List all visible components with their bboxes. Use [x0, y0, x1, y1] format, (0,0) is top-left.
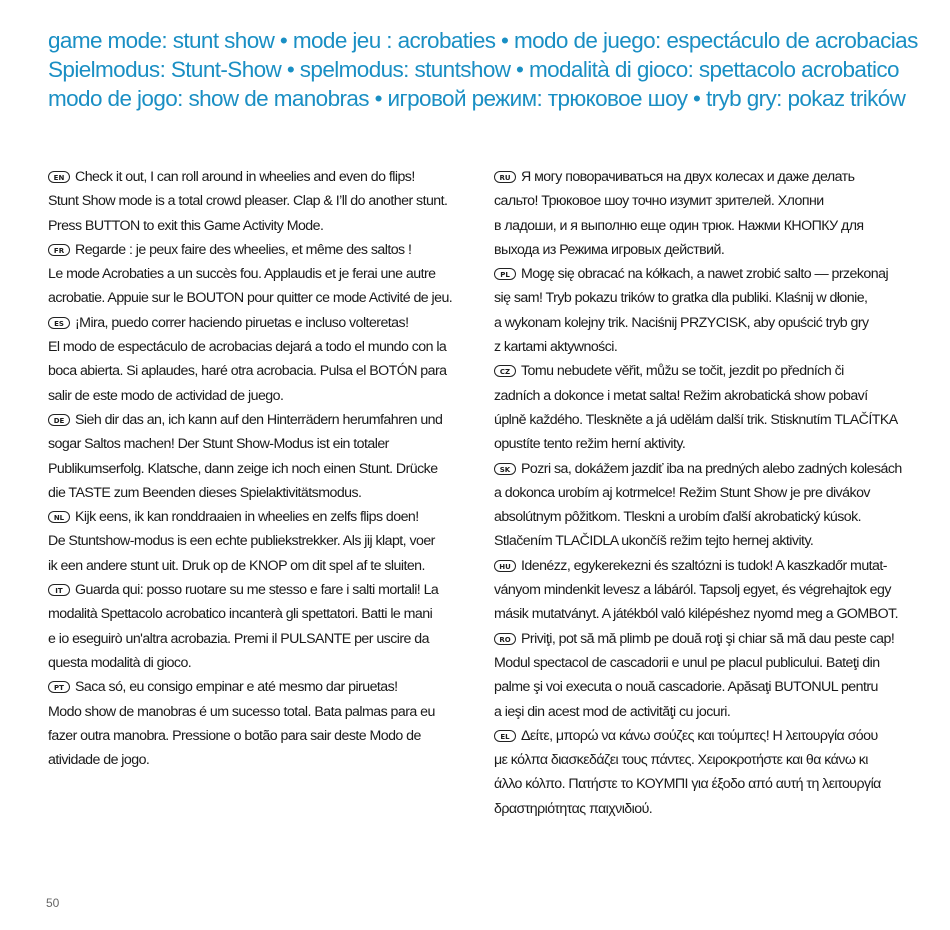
language-badge-icon: CZ — [494, 365, 516, 377]
paragraph-line: Modul spectacol de cascadorii e unul pe placul publicului. Bateţi din — [494, 654, 880, 671]
paragraph-line: Le mode Acrobaties a un succès fou. Applaudis et je ferai une autre — [48, 266, 436, 283]
paragraph-line: die TASTE zum Beenden dieses Spielaktivitätsmodus. — [48, 484, 362, 501]
paragraph-line: Pozri sa, dokážem jazdiť iba na predných alebo zadných kolesách — [521, 460, 902, 477]
language-badge-icon: RO — [494, 633, 516, 645]
paragraph-line: úplně každého. Tleskněte a já udělám další trik. Stisknutím TLAČÍTKA — [494, 411, 898, 428]
paragraph-line: modalità Spettacolo acrobatico incanterà gli spettatori. Batti le mani — [48, 606, 433, 623]
paragraph-line: Regarde : je peux faire des wheelies, et même des saltos ! — [75, 241, 412, 258]
paragraph-line: Mogę się obracać na kółkach, a nawet zrobić salto — przekonaj — [521, 266, 889, 283]
paragraph-line: άλλο κόλπο. Πατήστε το ΚΟΥΜΠΙ για έξοδο από αυτή τη λειτουργία — [494, 776, 881, 793]
paragraph-line: Idenézz, egykerekezni és szaltózni is tudok! A kaszkadőr mutat- — [521, 557, 887, 574]
language-badge-icon: SK — [494, 463, 516, 475]
paragraph-line: się sam! Tryb pokazu trików to gratka dla publiki. Klaśnij w dłonie, — [494, 290, 868, 307]
paragraph-line: Sieh dir das an, ich kann auf den Hinterrädern herumfahren und — [75, 411, 443, 428]
paragraph-line: сальто! Трюковое шоу точно изумит зрителей. Хлопни — [494, 193, 824, 210]
paragraph-line: Publikumserfolg. Klatsche, dann zeige ich noch einen Stunt. Drücke — [48, 460, 438, 477]
language-badge-icon: ES — [48, 317, 70, 329]
page-title — [48, 26, 918, 113]
language-badge-icon: EL — [494, 730, 516, 742]
language-paragraph-el — [494, 724, 906, 821]
paragraph-line: boca abierta. Si aplaudes, haré otra acrobacia. Pulsa el BOTÓN para — [48, 363, 447, 380]
language-badge-icon: DE — [48, 414, 70, 426]
language-paragraph-es — [48, 311, 458, 408]
title-line: game mode: stunt show • mode jeu : acrobaties • modo de juego: espectáculo de acrobacias — [48, 28, 918, 53]
paragraph-line: opustíte tento režim herní aktivity. — [494, 436, 686, 453]
language-paragraph-ru — [494, 165, 906, 262]
paragraph-line: a wykonam kolejny trik. Naciśnij PRZYCISK, aby opuścić tryb gry — [494, 314, 869, 331]
paragraph-line: questa modalità di gioco. — [48, 654, 192, 671]
paragraph-line: palme şi voi executa o nouă cascadorie. Apăsaţi BUTONUL pentru — [494, 679, 878, 696]
language-paragraph-pt — [48, 675, 458, 772]
paragraph-line: Check it out, I can roll around in wheelies and even do flips! — [75, 169, 415, 185]
language-badge-icon: PT — [48, 681, 70, 693]
paragraph-line: absolútnym pôžitkom. Tleskni a urobím ďalší akrobatický kúsok. — [494, 509, 862, 526]
paragraph-line: Я могу поворачиваться на двух колесах и даже делать — [521, 169, 855, 185]
paragraph-line: atividade de jogo. — [48, 752, 150, 769]
paragraph-line: salir de este modo de actividad de juego. — [48, 387, 284, 404]
language-paragraph-fr — [48, 238, 458, 311]
paragraph-line: Guarda qui: posso ruotare su me stesso e fare i salti mortali! La — [75, 582, 439, 599]
paragraph-line: a ieşi din acest mod de activităţi cu jocuri. — [494, 703, 731, 720]
right-column — [494, 165, 906, 821]
paragraph-line: acrobatie. Appuie sur le BOUTON pour quitter ce mode Activité de jeu. — [48, 290, 453, 307]
title-line: Spielmodus: Stunt-Show • spelmodus: stuntshow • modalità di gioco: spettacolo acrobatico — [48, 57, 899, 82]
language-paragraph-cz — [494, 359, 906, 456]
paragraph-line: με κόλπα διασκεδάζει τους πάντες. Χειροκροτήστε και θα κάνω κι — [494, 752, 868, 769]
language-badge-icon: PL — [494, 268, 516, 280]
language-badge-icon: FR — [48, 244, 70, 256]
language-paragraph-sk — [494, 457, 906, 554]
paragraph-line: a dokonca urobím aj kotrmelce! Režim Stunt Show je pre divákov — [494, 484, 870, 501]
paragraph-line: Δείτε, μπορώ να κάνω σούζες και τούμπες! Η λειτουργία σόου — [521, 727, 878, 744]
paragraph-line: másik mutatványt. A játékból való kilépéshez nyomd meg a GOMBOT. — [494, 606, 899, 623]
language-paragraph-hu — [494, 554, 906, 627]
paragraph-line: fazer outra manobra. Pressione o botão para sair deste Modo de — [48, 727, 421, 744]
paragraph-line: ványom mindenkit levesz a lábáról. Tapsolj egyet, és végrehajtok egy — [494, 582, 891, 599]
language-paragraph-ro — [494, 627, 906, 724]
page-number: 50 — [46, 896, 60, 910]
language-paragraph-de — [48, 408, 458, 505]
paragraph-line: ik een andere stunt uit. Druk op de KNOP om dit spel af te sluiten. — [48, 557, 425, 574]
language-badge-icon: EN — [48, 171, 70, 183]
language-paragraph-pl — [494, 262, 906, 359]
paragraph-line: в ладоши, и я выполню еще один трюк. Нажми КНОПКУ для — [494, 217, 864, 234]
language-paragraph-it — [48, 578, 458, 675]
paragraph-line: ¡Mira, puedo correr haciendo piruetas e incluso volteretas! — [75, 314, 409, 331]
paragraph-line: Priviţi, pot să mă plimb pe două roţi şi chiar să mă dau peste cap! — [521, 630, 895, 647]
language-badge-icon: HU — [494, 560, 516, 572]
paragraph-line: zadních a dokonce i metat salta! Režim akrobatická show pobaví — [494, 387, 868, 404]
language-badge-icon: RU — [494, 171, 516, 183]
language-badge-icon: IT — [48, 584, 70, 596]
paragraph-line: Stunt Show mode is a total crowd pleaser. Clap & I’ll do another stunt. — [48, 193, 448, 210]
paragraph-line: Stlačením TLAČIDLA ukončíš režim tejto hernej aktivity. — [494, 533, 814, 550]
paragraph-line: De Stuntshow-modus is een echte publiekstrekker. Als jij klapt, voer — [48, 533, 435, 550]
language-paragraph-en — [48, 165, 458, 238]
language-paragraph-nl — [48, 505, 458, 578]
paragraph-line: Kijk eens, ik kan ronddraaien in wheelies en zelfs flips doen! — [75, 509, 419, 526]
paragraph-line: выхода из Режима игровых действий. — [494, 241, 725, 258]
left-column — [48, 165, 458, 772]
paragraph-line: El modo de espectáculo de acrobacias dejará a todo el mundo con la — [48, 339, 447, 356]
paragraph-line: Press BUTTON to exit this Game Activity Mode. — [48, 217, 324, 234]
paragraph-line: e io eseguirò un'altra acrobazia. Premi il PULSANTE per uscire da — [48, 630, 429, 647]
paragraph-line: Modo show de manobras é um sucesso total. Bata palmas para eu — [48, 703, 435, 720]
paragraph-line: δραστηριότητας παιχνιδιού. — [494, 800, 653, 817]
paragraph-line: Tomu nebudete věřit, můžu se točit, jezdit po předních či — [521, 363, 844, 380]
paragraph-line: Saca só, eu consigo empinar e até mesmo dar piruetas! — [75, 679, 398, 696]
language-badge-icon: NL — [48, 511, 70, 523]
paragraph-line: z kartami aktywności. — [494, 339, 618, 356]
title-line: modo de jogo: show de manobras • игровой режим: трюковое шоу • tryb gry: pokaz trików — [48, 86, 906, 111]
paragraph-line: sogar Saltos machen! Der Stunt Show-Modus ist ein totaler — [48, 436, 389, 453]
